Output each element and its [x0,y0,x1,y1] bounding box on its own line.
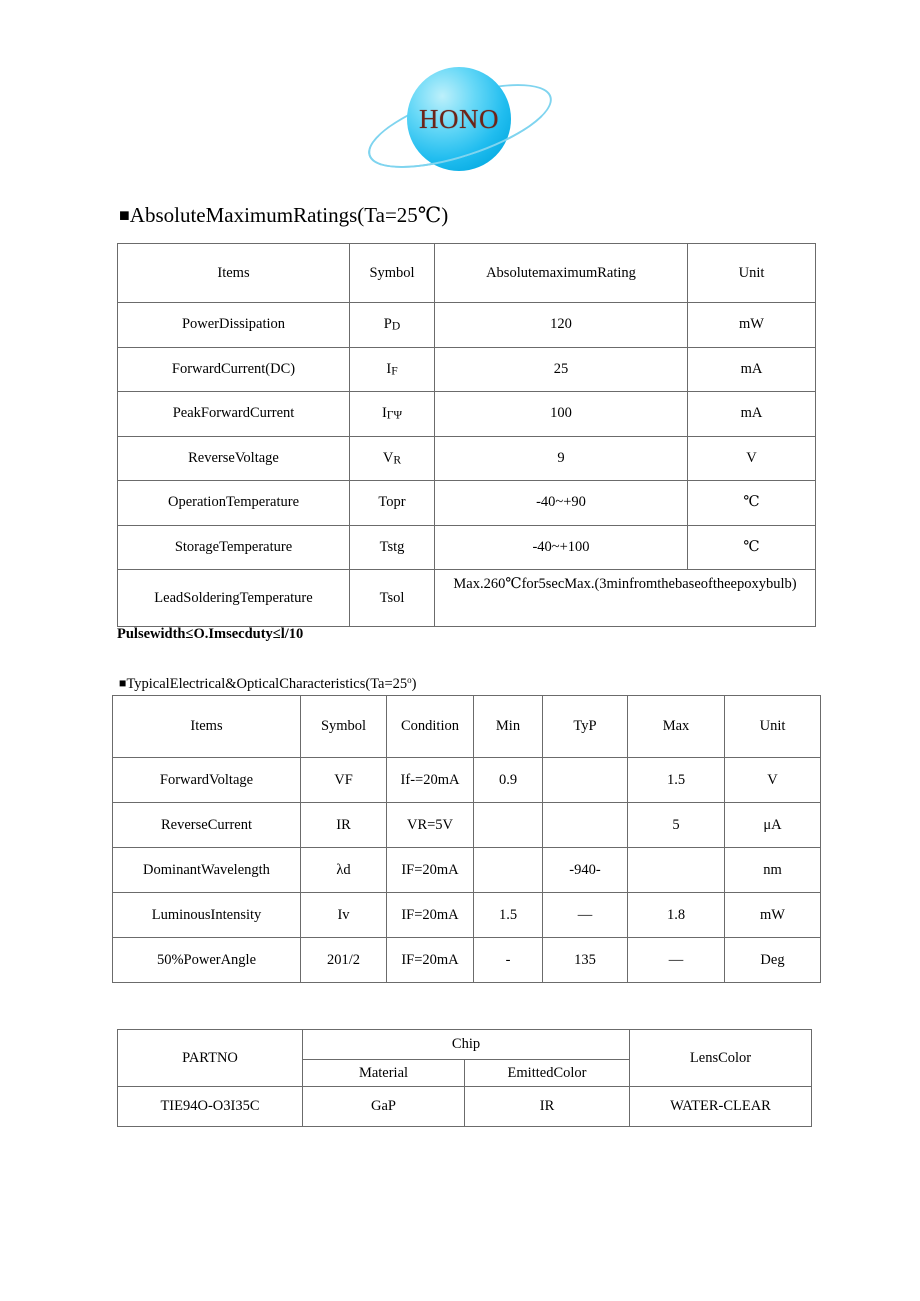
cell-symbol: λd [301,848,387,893]
symbol-subscript: D [391,319,401,333]
header-symbol: Symbol [350,244,435,303]
header-material: Material [303,1060,465,1087]
table-row [118,347,816,392]
cell-item: DominantWavelength [113,848,301,893]
bullet-square-icon: ■ [119,675,127,690]
table-row [113,893,821,938]
part-number-table [117,1029,812,1127]
cell-unit: nm [725,848,821,893]
cell-item: StorageTemperature [118,525,350,570]
heading-absolute-maximum-ratings [119,203,448,228]
cell-item: LeadSolderingTemperature [118,570,350,627]
heading-typical-characteristics [119,675,417,693]
header-items: Items [113,696,301,758]
cell-unit: mW [688,303,816,348]
cell-symbol [350,303,435,348]
cell-typ: — [543,893,628,938]
table-header-row [118,244,816,303]
cell-max: 5 [628,803,725,848]
symbol-base: P [383,316,392,333]
logo-graphic [360,59,560,177]
cell-typ [543,803,628,848]
table-header-row [113,696,821,758]
cell-min: 0.9 [474,758,543,803]
cell-typ: 135 [543,938,628,983]
table-row [118,392,816,437]
header-typ: TyP [543,696,628,758]
table-row [113,803,821,848]
heading-typical-characteristics-text: TypicalElectrical&OpticalCharacteristics(Ta=25 [126,675,408,692]
cell-unit: mW [725,893,821,938]
table-row [118,1087,812,1127]
cell-item: OperationTemperature [118,481,350,526]
symbol-base: I [381,405,387,422]
table-row [113,758,821,803]
degree-ordinal: o [407,675,412,685]
header-symbol: Symbol [301,696,387,758]
cell-rating: -40~+100 [435,525,688,570]
cell-symbol: IR [301,803,387,848]
header-chip: Chip [303,1030,630,1060]
symbol-base: Tstg [379,538,405,555]
table-row [118,481,816,526]
cell-unit: Deg [725,938,821,983]
cell-unit: V [688,436,816,481]
header-lens-color: LensColor [630,1030,812,1087]
cell-min [474,803,543,848]
cell-symbol [350,392,435,437]
header-unit: Unit [725,696,821,758]
cell-max: — [628,938,725,983]
cell-item: PeakForwardCurrent [118,392,350,437]
header-unit: Unit [688,244,816,303]
cell-typ [543,758,628,803]
cell-rating: 100 [435,392,688,437]
cell-item: LuminousIntensity [113,893,301,938]
bullet-square-icon: ■ [119,205,130,225]
table-row-lead-soldering [118,570,816,627]
table-row [113,848,821,893]
table-header-row-top [118,1030,812,1060]
header-partno: PARTNO [118,1030,303,1087]
cell-condition: VR=5V [387,803,474,848]
cell-condition: IF=20mA [387,938,474,983]
symbol-base: Topr [378,494,406,511]
cell-item: ReverseVoltage [118,436,350,481]
cell-item: ForwardCurrent(DC) [118,347,350,392]
header-max: Max [628,696,725,758]
cell-symbol [350,347,435,392]
table-row [118,436,816,481]
heading-typical-close: ) [411,675,417,692]
cell-min [474,848,543,893]
cell-rating: 120 [435,303,688,348]
cell-unit: μA [725,803,821,848]
cell-max: 1.5 [628,758,725,803]
cell-rating: 9 [435,436,688,481]
table-row [113,938,821,983]
cell-unit: ℃ [688,525,816,570]
cell-symbol: VF [301,758,387,803]
cell-max [628,848,725,893]
typical-characteristics-table [112,695,821,983]
header-emitted-color: EmittedColor [465,1060,630,1087]
cell-max: 1.8 [628,893,725,938]
cell-condition: IF=20mA [387,848,474,893]
cell-min: - [474,938,543,983]
table-row [118,303,816,348]
company-logo [0,58,920,178]
cell-rating-solder: Max.260℃for5secMax.(3minfromthebaseoftheepoxybulb) [435,570,816,627]
cell-typ: -940- [543,848,628,893]
cell-unit: ℃ [688,481,816,526]
cell-unit: mA [688,347,816,392]
cell-lens-color: WATER-CLEAR [630,1087,812,1127]
cell-symbol [350,525,435,570]
symbol-base: I [386,360,392,377]
cell-symbol: Tsol [350,570,435,627]
cell-emitted-color: IR [465,1087,630,1127]
symbol-subscript: ΓΨ [386,408,403,422]
cell-material: GaP [303,1087,465,1127]
cell-rating: -40~+90 [435,481,688,526]
cell-rating: 25 [435,347,688,392]
cell-item: ReverseCurrent [113,803,301,848]
cell-symbol [350,481,435,526]
cell-item: ForwardVoltage [113,758,301,803]
cell-item: PowerDissipation [118,303,350,348]
symbol-subscript: F [391,364,398,378]
cell-symbol: 201/2 [301,938,387,983]
symbol-subscript: R [393,453,402,467]
heading-absolute-maximum-ratings-text: AbsoluteMaximumRatings(Ta=25℃) [129,203,449,227]
cell-unit: mA [688,392,816,437]
header-min: Min [474,696,543,758]
header-condition: Condition [387,696,474,758]
symbol-base: V [382,449,394,466]
pulse-width-footnote: Pulsewidth≤O.Imsecduty≤l/10 [117,626,304,642]
cell-condition: If-=20mA [387,758,474,803]
cell-min: 1.5 [474,893,543,938]
cell-symbol [350,436,435,481]
header-items: Items [118,244,350,303]
cell-symbol: Iv [301,893,387,938]
absolute-maximum-ratings-table [117,243,816,627]
cell-unit: V [725,758,821,803]
cell-condition: IF=20mA [387,893,474,938]
logo-text: HONO [419,103,499,134]
cell-item: 50%PowerAngle [113,938,301,983]
cell-partno: TIE94O-O3I35C [118,1087,303,1127]
header-rating: AbsolutemaximumRating [435,244,688,303]
table-row [118,525,816,570]
